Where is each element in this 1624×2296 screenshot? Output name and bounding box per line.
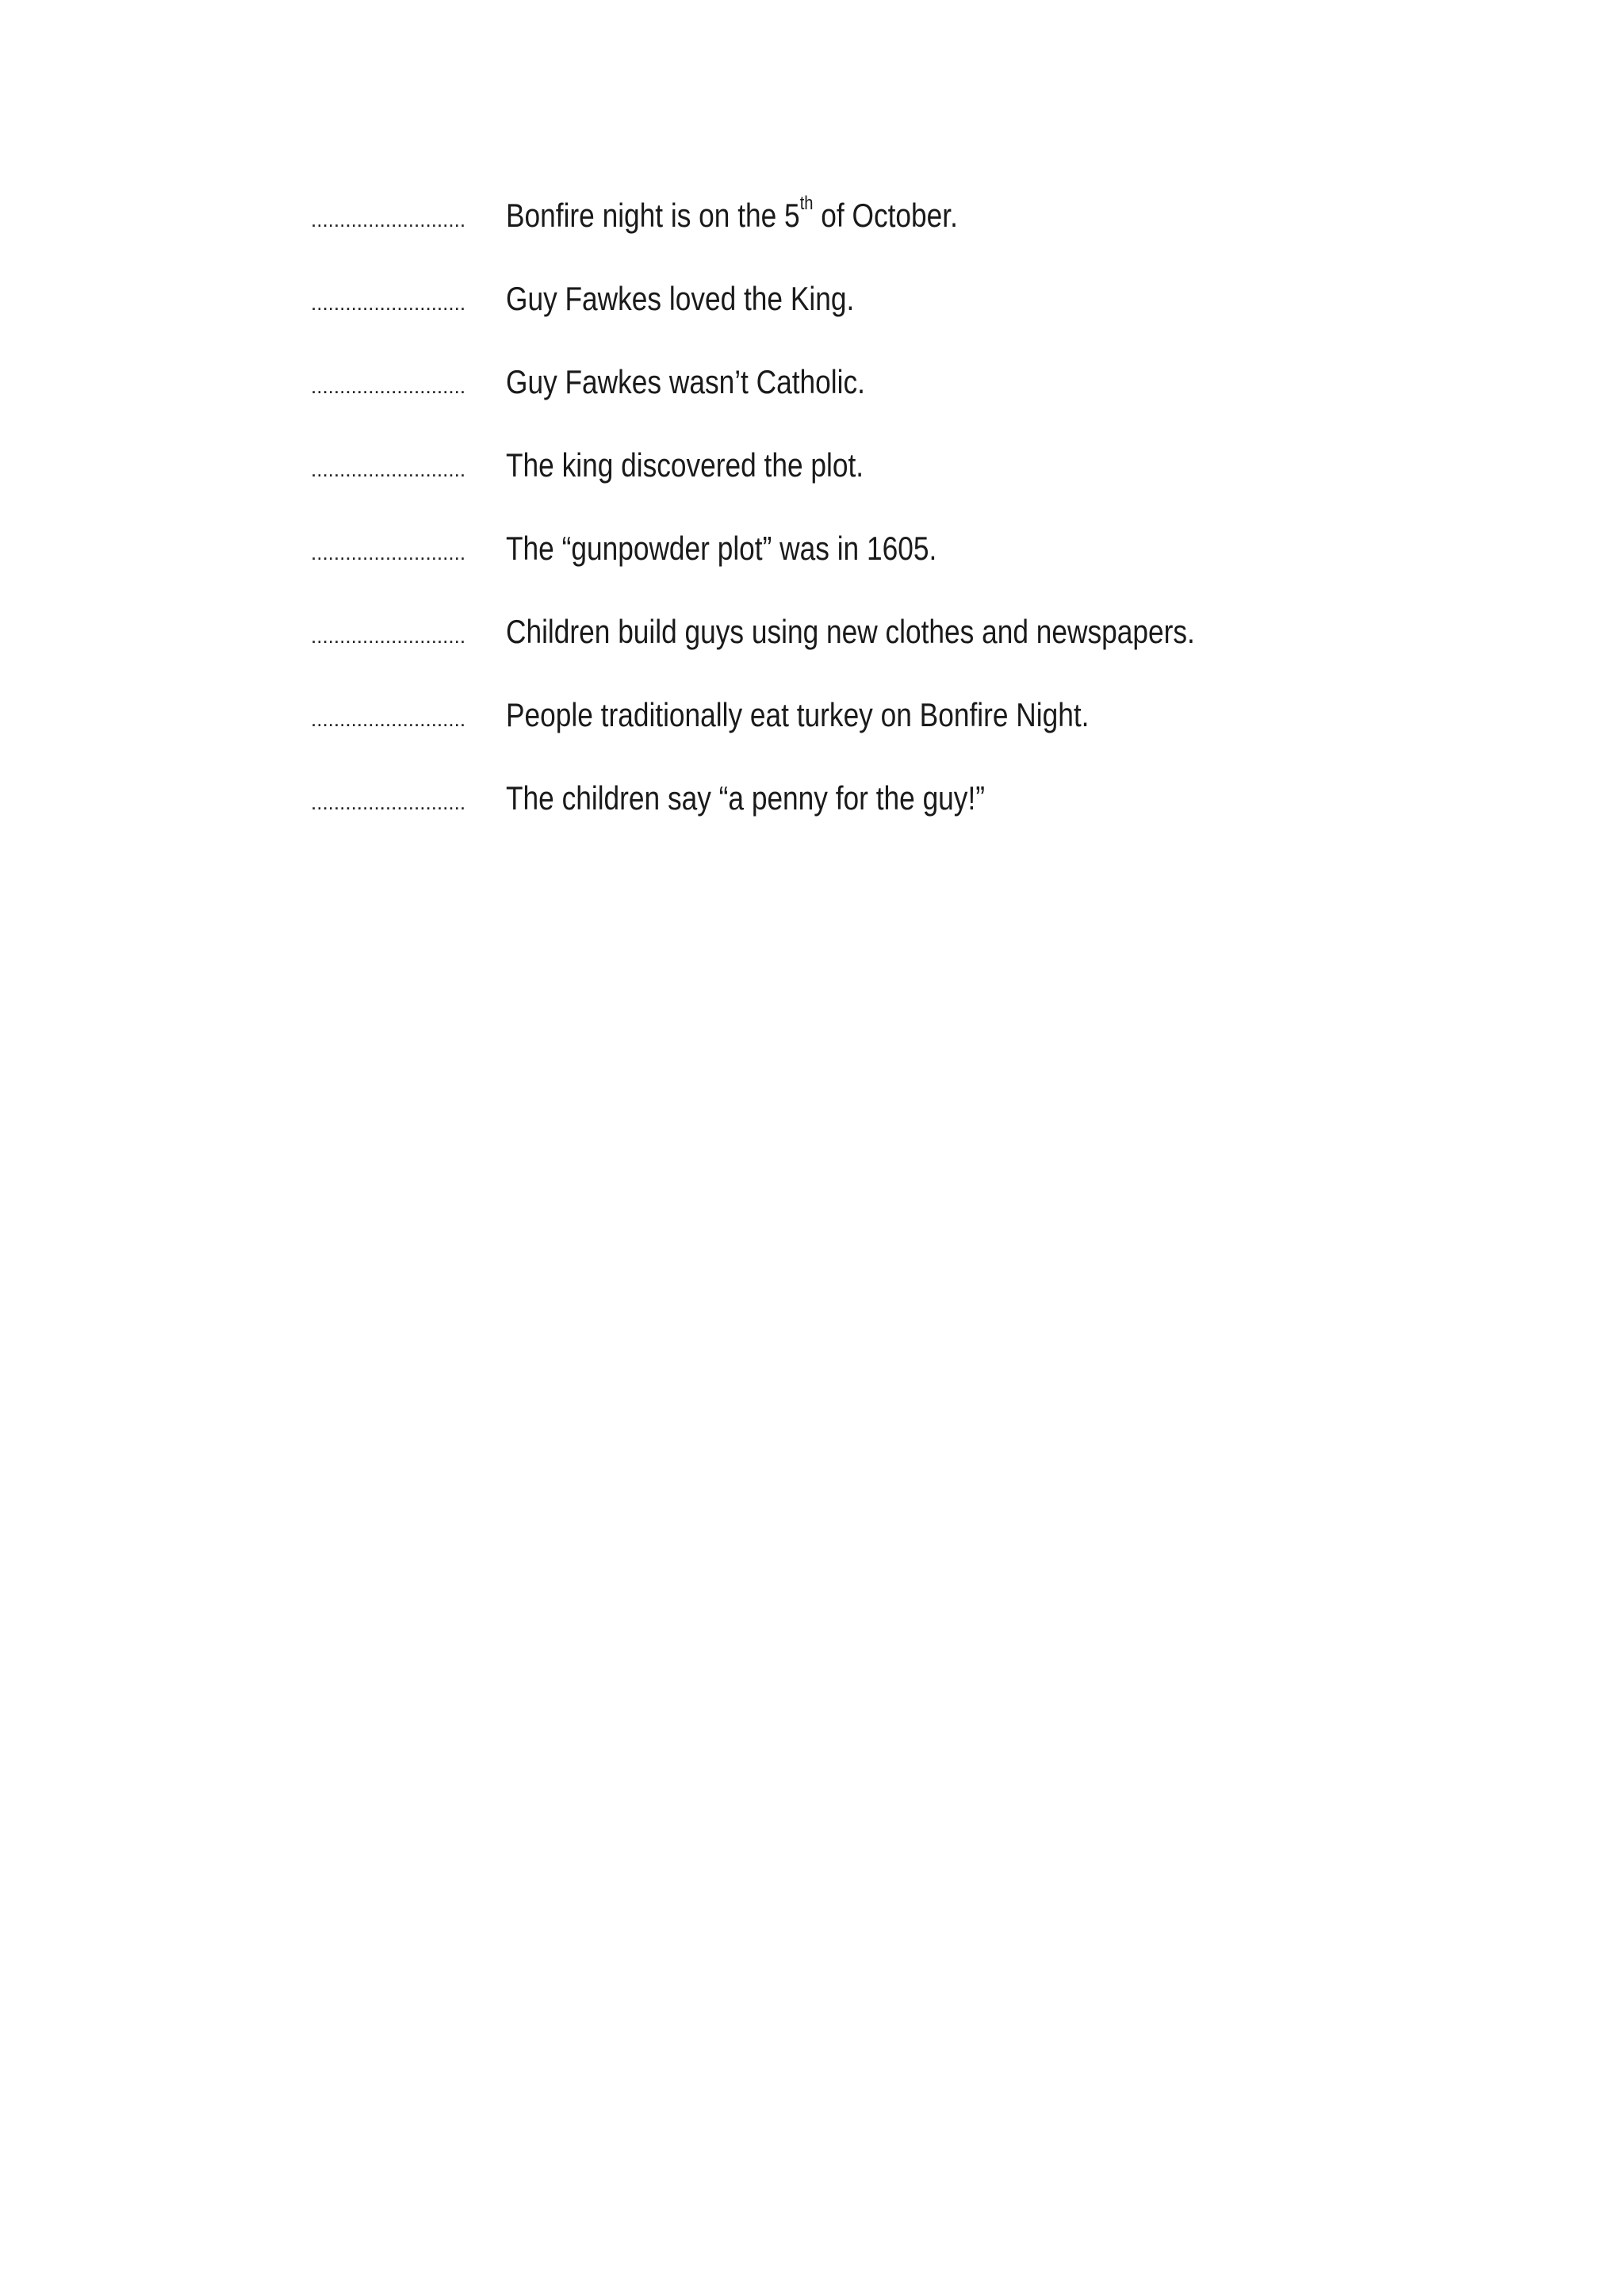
statement-row-7 — [311, 696, 1421, 779]
statement-text-4: The king discovered the plot. — [506, 446, 864, 484]
statement-text-1: Bonfire night is on the 5th of October. — [506, 193, 958, 234]
answer-blank-1[interactable]: ........................... — [311, 208, 466, 232]
answer-blank-7[interactable]: ........................... — [311, 707, 466, 731]
statement-text-6: Children build guys using new clothes and newspapers. — [506, 613, 1195, 650]
statement-row-4 — [311, 446, 1421, 530]
answer-blank-6[interactable]: ........................... — [311, 624, 466, 648]
answer-blank-2[interactable]: ........................... — [311, 291, 466, 315]
statement-text-7: People traditionally eat turkey on Bonfire Night. — [506, 696, 1090, 733]
true-false-statement-list — [311, 193, 1421, 863]
statement-row-5 — [311, 530, 1421, 613]
statement-text-2: Guy Fawkes loved the King. — [506, 280, 855, 317]
statement-row-8 — [311, 779, 1421, 863]
answer-blank-5[interactable]: ........................... — [311, 541, 466, 564]
statement-row-1 — [311, 193, 1421, 280]
ordinal-suffix: th — [799, 193, 814, 214]
statement-text-3: Guy Fawkes wasn’t Catholic. — [506, 363, 865, 400]
statement-text-8: The children say “a penny for the guy!” — [506, 779, 985, 817]
statement-row-2 — [311, 280, 1421, 363]
answer-blank-8[interactable]: ........................... — [311, 790, 466, 814]
answer-blank-3[interactable]: ........................... — [311, 374, 466, 398]
statement-row-3 — [311, 363, 1421, 446]
answer-blank-4[interactable]: ........................... — [311, 457, 466, 481]
statement-row-6 — [311, 613, 1421, 696]
statement-text-5: The “gunpowder plot” was in 1605. — [506, 530, 937, 567]
